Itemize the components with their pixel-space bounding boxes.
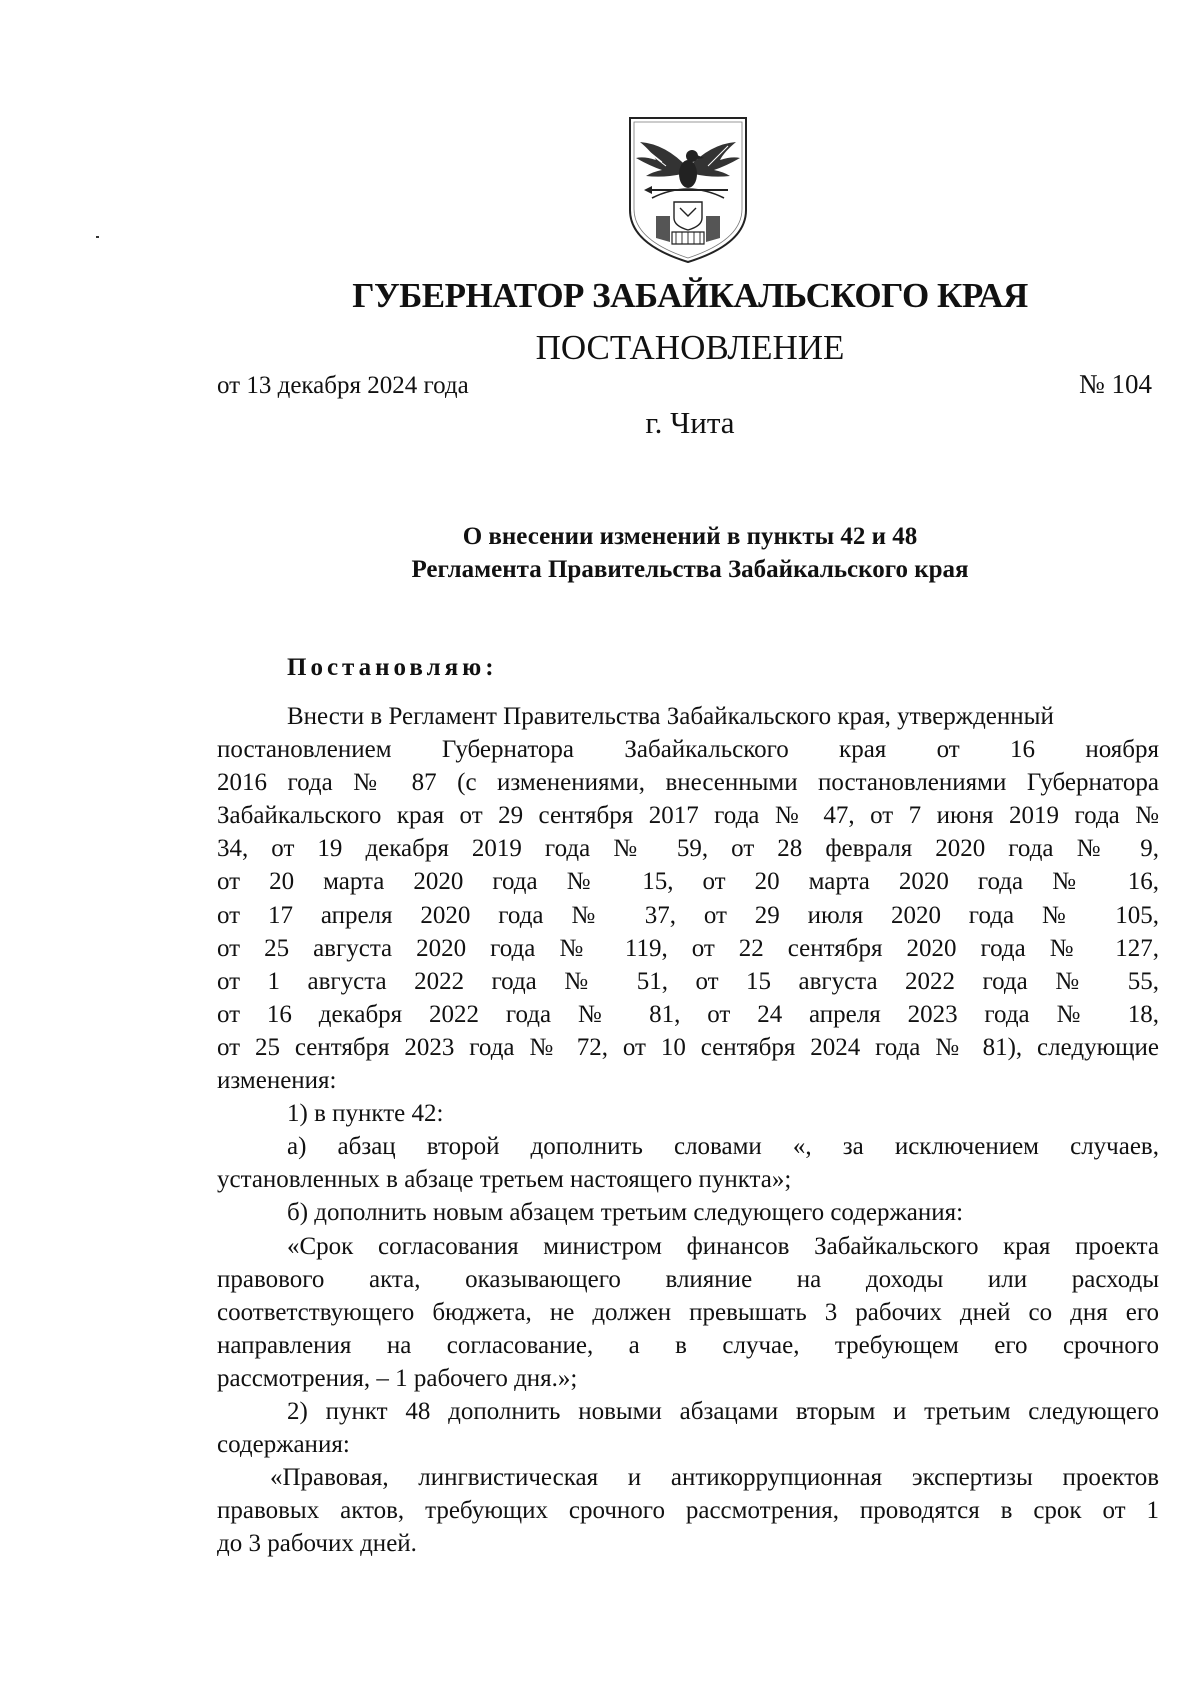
title-line: Регламента Правительства Забайкальского края (411, 556, 969, 583)
body-line: от 16 декабря 2022 года № 81, от 24 апреля 2023 года № 18, (217, 1000, 1159, 1028)
document-body (217, 700, 1159, 1560)
body-line: «Срок согласования министром финансов Забайкальского края проекта (287, 1232, 1159, 1260)
document-city: г. Чита (645, 405, 735, 440)
body-line: а) абзац второй дополнить словами «, за исключением случаев, (287, 1133, 1159, 1161)
body-line: б) дополнить новым абзацем третьим следующего содержания: (287, 1199, 964, 1227)
scan-speck (96, 236, 99, 238)
body-line: соответствующего бюджета, не должен превышать 3 рабочих дней со дня его (217, 1298, 1159, 1326)
document-number: № 104 (1078, 369, 1152, 399)
title-line: О внесении изменений в пункты 42 и 48 (462, 523, 918, 550)
body-line: правового акта, оказывающего влияние на доходы или расходы (217, 1265, 1159, 1293)
body-line: от 17 апреля 2020 года № 37, от 29 июля 2020 года № 105, (217, 901, 1159, 929)
body-line: от 1 августа 2022 года № 51, от 15 августа 2022 года № 55, (217, 967, 1159, 995)
body-line: рассмотрения, – 1 рабочего дня.»; (217, 1364, 578, 1392)
decree-word: Постановляю: (287, 654, 498, 681)
body-line: Забайкальского края от 29 сентября 2017 года № 47, от 7 июня 2019 года № (217, 802, 1159, 830)
document-type: ПОСТАНОВЛЕНИЕ (535, 328, 845, 367)
body-line: от 20 марта 2020 года № 15, от 20 марта 2020 года № 16, (217, 868, 1159, 896)
body-line: постановлением Губернатора Забайкальского края от 16 ноября (217, 736, 1159, 764)
body-line: 34, от 19 декабря 2019 года № 59, от 28 февраля 2020 года № 9, (217, 835, 1159, 863)
body-line: направления на согласование, а в случае, требующем его срочного (217, 1331, 1159, 1359)
document-title (300, 520, 1080, 586)
body-line: изменения: (217, 1067, 337, 1095)
body-line: от 25 сентября 2023 года № 72, от 10 сентября 2024 года № 81), следующие (217, 1033, 1159, 1061)
body-line: от 25 августа 2020 года № 119, от 22 сентября 2020 года № 127, (217, 934, 1159, 962)
body-line: 2016 года № 87 (с изменениями, внесенными постановлениями Губернатора (217, 769, 1159, 797)
body-line: установленных в абзаце третьем настоящего пункта»; (217, 1166, 792, 1194)
body-line: 2) пункт 48 дополнить новыми абзацами вторым и третьим следующего (287, 1397, 1159, 1425)
body-line: Внести в Регламент Правительства Забайкальского края, утвержденный (287, 703, 1054, 730)
issuing-authority: ГУБЕРНАТОР ЗАБАЙКАЛЬСКОГО КРАЯ (352, 276, 1028, 315)
document-date: от 13 декабря 2024 года (217, 372, 469, 399)
body-line: содержания: (217, 1431, 350, 1459)
body-line: до 3 рабочих дней. (217, 1530, 417, 1558)
body-line: 1) в пункте 42: (287, 1100, 444, 1128)
body-line: «Правовая, лингвистическая и антикоррупционная экспертизы проектов (270, 1464, 1159, 1492)
coat-of-arms-icon (622, 112, 754, 264)
body-line: правовых актов, требующих срочного рассмотрения, проводятся в срок от 1 (217, 1497, 1159, 1525)
